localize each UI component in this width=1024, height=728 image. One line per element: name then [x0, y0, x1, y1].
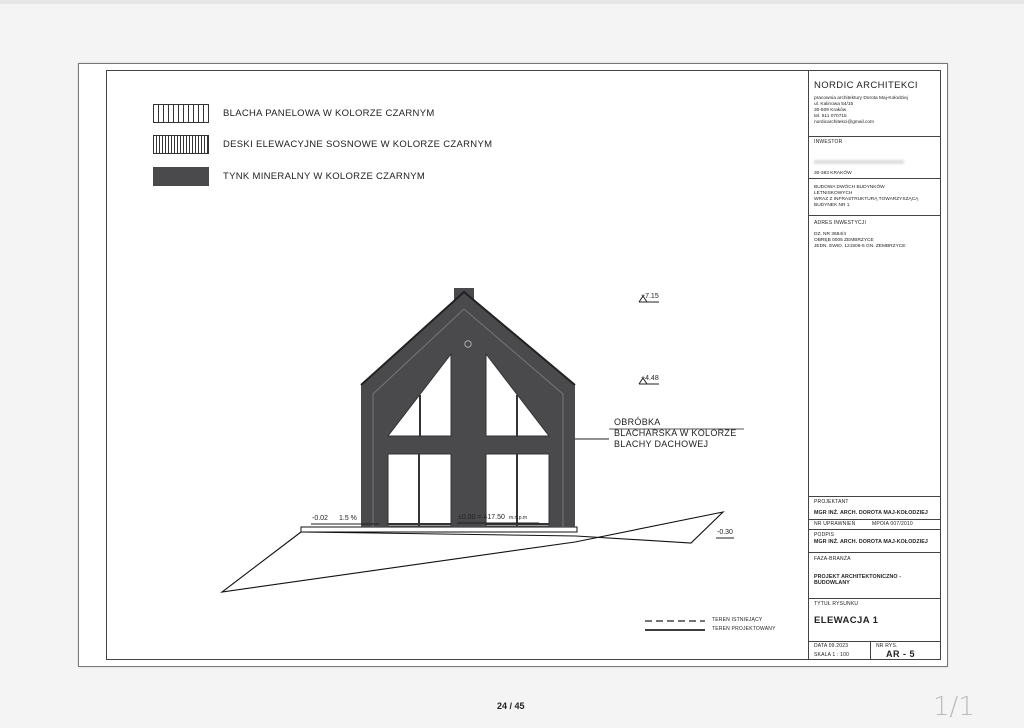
- terrain-line-top: [301, 532, 576, 536]
- level-eave: +4.48: [641, 375, 659, 382]
- note-line: BLACHARSKA W KOLORZE: [614, 428, 737, 438]
- address-cell: ADRES INWESTYCJI DZ. NR 3684/4 OBRĘB 0005 ZEMBRZYCE JEDN. EWID. 121506-5 GN. ZEMBRZYCE: [809, 216, 941, 497]
- investor-city: 30-383 KRAKÓW: [814, 171, 852, 176]
- level-right: -0.30: [717, 529, 733, 536]
- viewer-top-bar: [0, 0, 1024, 4]
- redacted-investor: [814, 160, 904, 164]
- investor-cell: [809, 137, 941, 179]
- level-zero-unit: m.n.p.m: [509, 515, 528, 521]
- drawing-title-cell: TYTUŁ RYSUNKU ELEWACJA 1: [809, 599, 941, 642]
- firm-details: pracownia architektury Dorota Maj-Kołodziej ul. Kalinowa 54/15 30-509 Kraków tel. 511 070715 nordicarchitekci@gmail.com: [814, 96, 908, 125]
- level-zero: ±0.00 = 417.50: [458, 514, 505, 521]
- investor-label: INWESTOR: [814, 139, 843, 145]
- designer-cell: PROJEKTANT MGR INŻ. ARCH. DOROTA MAJ-KOŁODZIEJ: [809, 497, 941, 520]
- firm-cell: [809, 70, 941, 137]
- page-indicator: 1/1: [933, 692, 975, 722]
- legend-label: BLACHA PANELOWA W KOLORZE CZARNYM: [223, 108, 435, 119]
- terrace-slab: [301, 527, 577, 532]
- drawing-title: ELEWACJA 1: [814, 615, 879, 626]
- phase-cell: FAZA-BRANŻA PROJEKT ARCHITEKTONICZNO - BUDOWLANY: [809, 553, 941, 599]
- level-left: -0.02: [312, 515, 328, 522]
- signature-cell: PODPIS MGR INŻ. ARCH. DOROTA MAJ-KOŁODZIEJ: [809, 530, 941, 553]
- legend-label: DESKI ELEWACYJNE SOSNOWE W KOLORZE CZARNYM: [223, 139, 493, 150]
- license-cell: NR UPRAWNIEŃ MPOIA 007/2010: [809, 520, 941, 530]
- flashing-note: [614, 417, 737, 450]
- terrain-existing-label: TEREN ISTNIEJĄCY: [712, 617, 763, 623]
- slope-label: 1.5 %: [339, 515, 357, 522]
- legend-label: TYNK MINERALNY W KOLORZE CZARNYM: [223, 171, 426, 182]
- note-line: BLACHY DACHOWEJ: [614, 439, 709, 449]
- drawing-number: AR - 5: [886, 649, 916, 659]
- page-counter: 24 / 45: [497, 701, 525, 711]
- meta-row: DATA 09.2023 SKALA 1 : 100 NR RYS. AR - 5: [809, 642, 941, 659]
- firm-name: NORDIC ARCHITEKCI: [814, 80, 918, 91]
- level-top: +7.15: [641, 293, 659, 300]
- drawing-page: [78, 63, 948, 667]
- terrain-designed-label: TEREN PROJEKTOWANY: [712, 626, 776, 632]
- project-cell: BUDOWA DWÓCH BUDYNKÓW LETNISKOWYCH WRAZ Z INFRASTRUKTURĄ TOWARZYSZĄCĄ BUDYNEK NR 1: [809, 179, 941, 216]
- title-block: [808, 70, 941, 659]
- note-line: OBRÓBKA: [614, 417, 661, 427]
